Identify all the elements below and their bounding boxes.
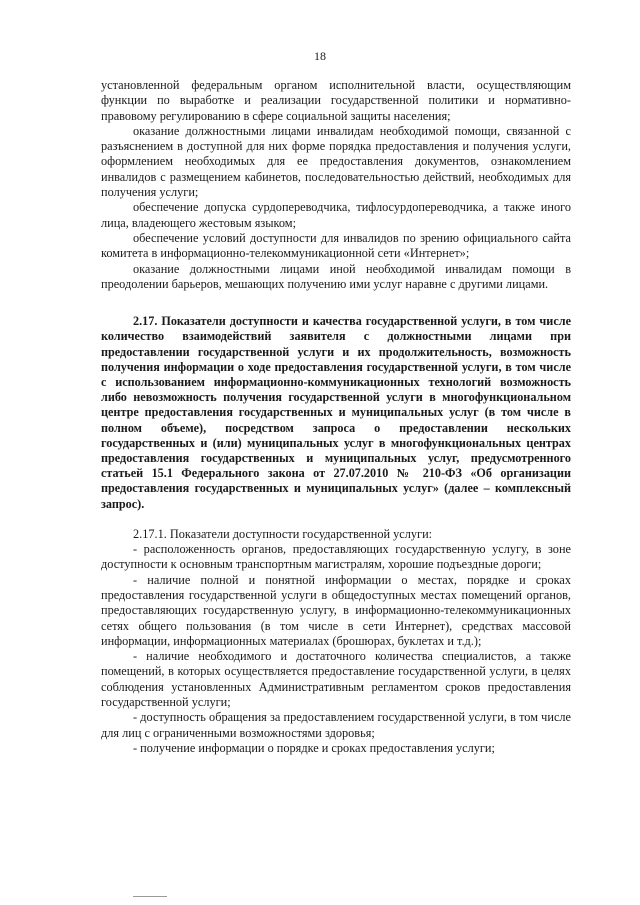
list-item-specialists: - наличие необходимого и достаточного количества специалистов, а также помещений, в которых осуществляется предоставление государственной услуги, в целях соблюдения установленных Административным регламентом сроков предоставления государственной услуги;	[101, 649, 571, 710]
subsection-heading-2-17-1: 2.17.1. Показатели доступности государственной услуги:	[133, 526, 433, 541]
list-item-accessibility: - доступность обращения за предоставлением государственной услуги, в том числе для лиц с ограниченными возможностями здоровья;	[101, 710, 571, 740]
paragraph-continuation: установленной федеральным органом исполнительной власти, осуществляющим функции по выработке и реализации государственной политики и нормативно-правовому регулированию в сфере социальной защиты населения;	[101, 78, 571, 123]
list-item-location: - расположенность органов, предоставляющих государственную услугу, в зоне доступности к основным транспортным магистралям, хорошие подъездные дороги;	[101, 542, 571, 572]
list-item-information: - наличие полной и понятной информации о местах, порядке и сроках предоставления государственной услуги в общедоступных местах помещений органов, предоставляющих государственную услугу, в информационно-телекоммуникационных сетях общего пользования (в том числе в сети Интернет), средствах массовой информации, информационных материалах (брошюрах, буклетах и т.д.);	[101, 572, 571, 648]
section-heading-2-17: 2.17. Показатели доступности и качества государственной услуги, в том числе количество взаимодействий заявителя с должностными лицами при предоставлении государственной услуги и их продолжительность, возможность получения информации о ходе предоставления государственной услуги, в том числе с использованием информационно-коммуникационных технологий возможность либо невозможность получения государственной услуги в многофункциональном центре предоставления государственных и муниципальных услуг (в том числе в полном объеме), посредством запроса о предоставлении нескольких государственных и (или) муниципальных услуг в многофункциональных центрах предоставления государственных и муниципальных услуг, предусмотренного статьей 15.1 Федерального закона от 27.07.2010 № 210-ФЗ «Об организации предоставления государственных и муниципальных услуг» (далее – комплексный запрос).	[101, 314, 571, 511]
paragraph-help-explanation: оказание должностными лицами инвалидам необходимой помощи, связанной с разъяснением в доступной для них форме порядка предоставления и получения услуги, оформлением необходимых для ее предоставления документов, ознакомлением инвалидов с размещением кабинетов, последовательностью действий, необходимых для получения услуги;	[101, 123, 571, 200]
footer-divider	[133, 896, 167, 899]
page-number: 18	[314, 49, 326, 63]
paragraph-sign-interpreter: обеспечение допуска сурдопереводчика, тифлосурдопереводчика, а также иного лица, владеющего жестовым языком;	[101, 200, 571, 230]
list-item-information-terms: - получение информации о порядке и сроках предоставления услуги;	[133, 740, 495, 755]
document-body	[101, 78, 571, 756]
paragraph-barrier-help: оказание должностными лицами иной необходимой инвалидам помощи в преодолении барьеров, мешающих получению ими услуг наравне с другими лицами.	[101, 261, 571, 291]
paragraph-website-accessibility: обеспечение условий доступности для инвалидов по зрению официального сайта комитета в информационно-телекоммуникационной сети «Интернет»;	[101, 230, 571, 261]
